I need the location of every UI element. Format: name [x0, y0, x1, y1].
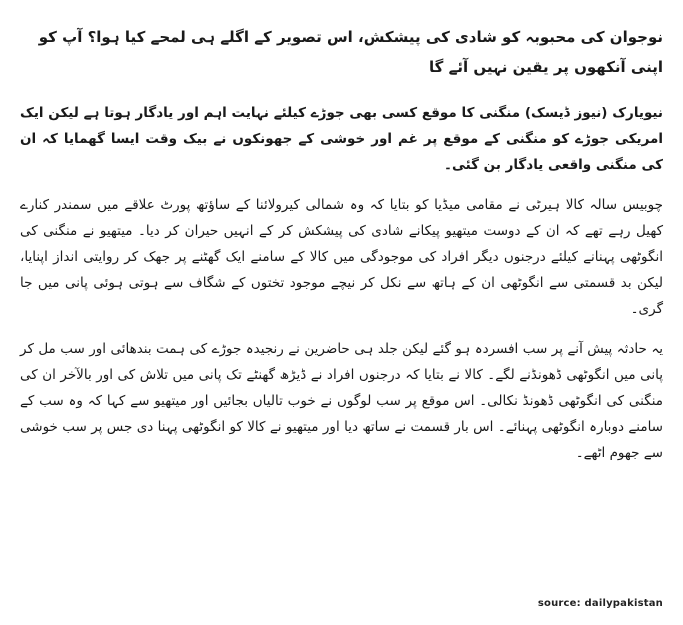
article-paragraph-intro: نیویارک (نیوز ڈیسک) منگنی کا موقع کسی بھی جوڑے کیلئے نہایت اہم اور یادگار ہوتا ہے لیکن ایک امریکی جوڑے کو منگنی کے موقع پر غم اور خوشی کے جھونکوں نے بیک وقت ایسا گھمایا کہ ان کی منگنی واقعی یادگار بن گئی۔ [20, 105, 663, 173]
source-credit: source: dailypakistan [537, 598, 663, 609]
article-paragraph: یہ حادثہ پیش آنے پر سب افسردہ ہو گئے لیکن جلد ہی حاضرین نے رنجیدہ جوڑے کی ہمت بندھائی اور سب مل کر پانی میں انگوٹھی ڈھونڈنے لگے۔ کالا نے بتایا کہ درجنوں افراد نے ڈیڑھ گھنٹے تک پانی میں تلاش کی اور بالآخر ان کی منگنی کی انگوٹھی ڈھونڈ نکالی۔ اس موقع پر سب لوگوں نے خوب تالیاں بجائیں اور میتھیو سے کہا کہ وہ سب کے سامنے دوبارہ انگوٹھی پہنائے۔ اس بار قسمت نے ساتھ دیا اور میتھیو نے کالا کو انگوٹھی پہنا دی جس پر سب خوشی سے جھوم اٹھے۔ [20, 341, 663, 461]
article-headline: نوجوان کی محبوبہ کو شادی کی پیشکش، اس تصویر کے اگلے ہی لمحے کیا ہوا؟ آپ کو اپنی آنکھوں پر یقین نہیں آئے گا [38, 28, 663, 76]
article-paragraph: چوبیس سالہ کالا ہیرٹی نے مقامی میڈیا کو بتایا کہ وہ شمالی کیرولائنا کے ساؤتھ پورٹ علاقے میں سمندر کنارے کھیل رہے تھے کہ ان کے دوست میتھیو پیکانے شادی کی پیشکش کر کے انہیں حیران کر دیا۔ میتھیو نے منگنی کی انگوٹھی پہنانے کیلئے درجنوں دیگر افراد کی موجودگی میں کالا کے سامنے ایک گھٹنے پر جھک کر روایتی انداز اپنایا، لیکن بد قسمتی سے انگوٹھی ان کے ہاتھ سے نکل کر نیچے موجود تختوں کے شگاف سے ہوتی ہوئی پانی میں جا گری۔ [20, 197, 663, 317]
